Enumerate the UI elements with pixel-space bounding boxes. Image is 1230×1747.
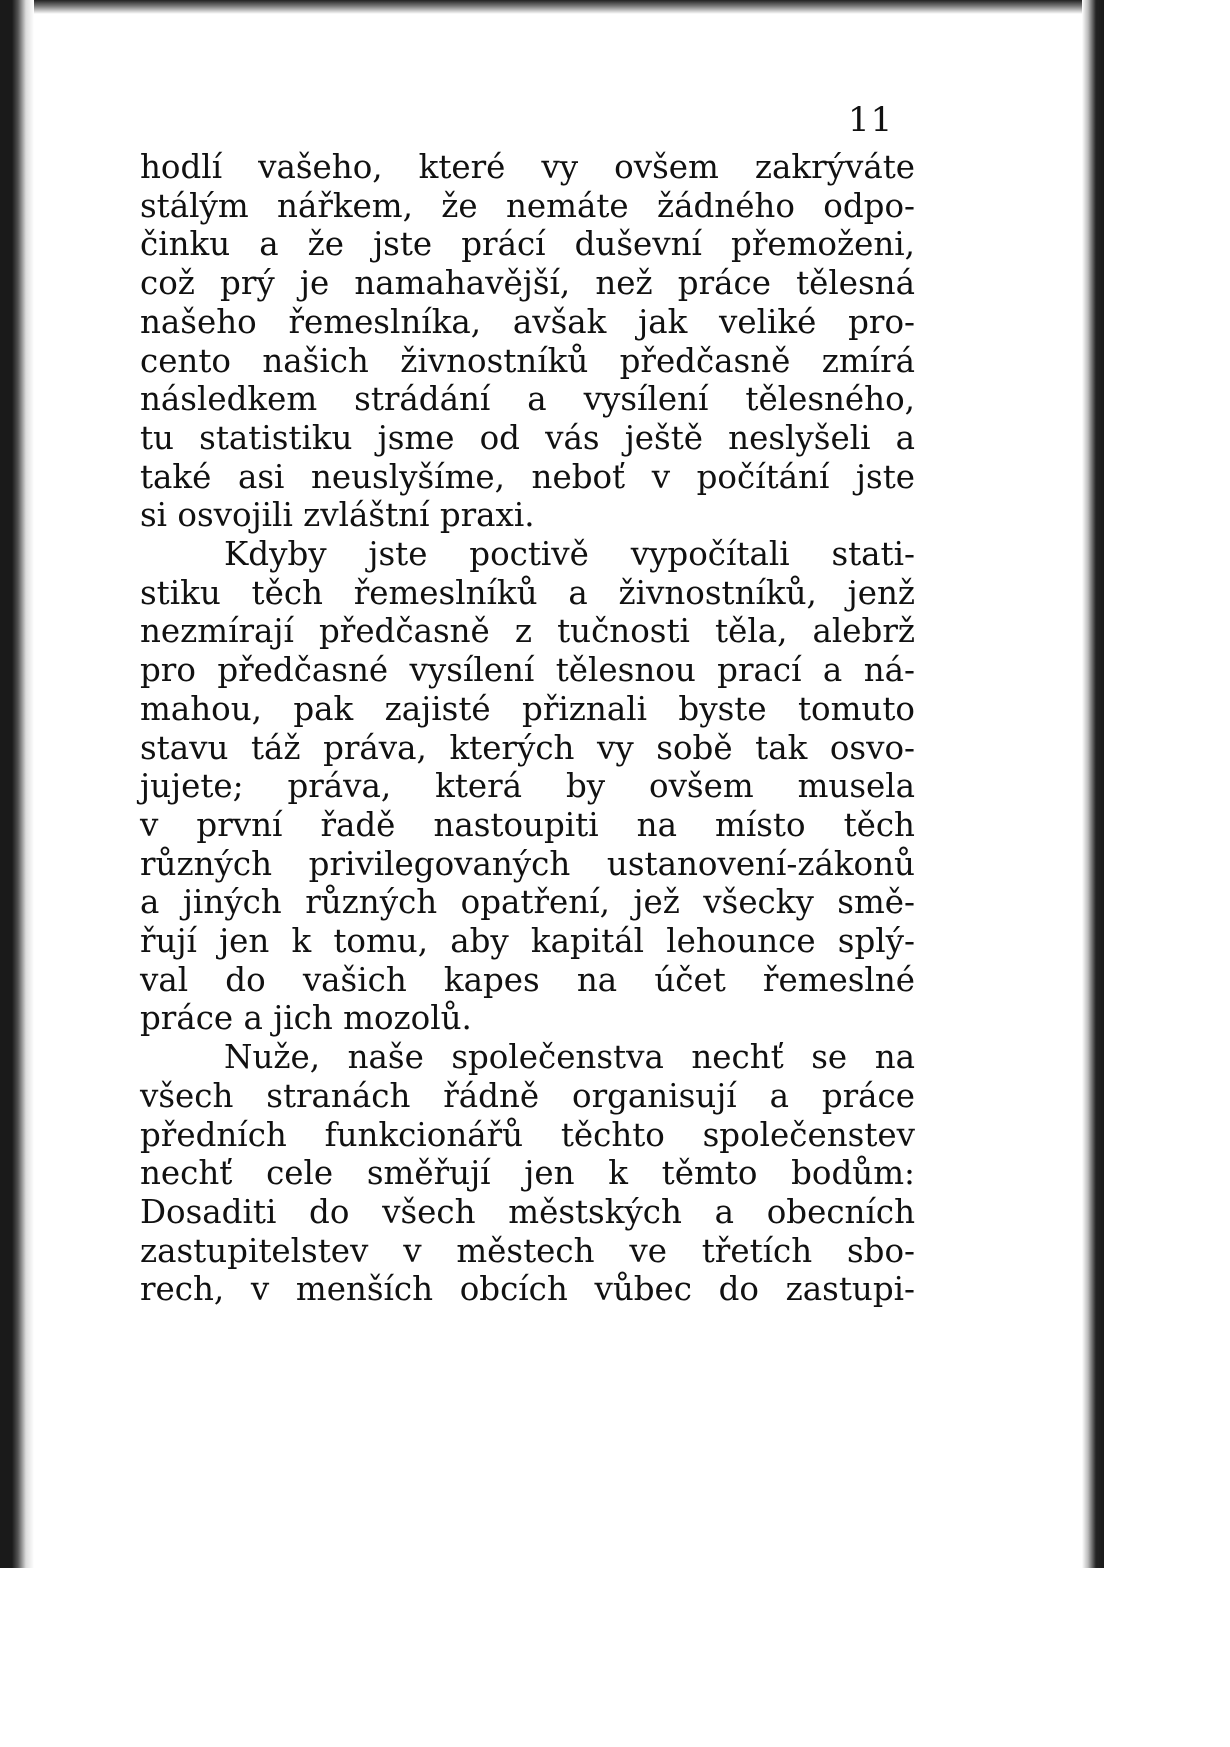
text-line: činku a že jste prácí duševní přemoženi,	[140, 225, 915, 264]
text-line: práce a jich mozolů.	[140, 999, 472, 1038]
paragraph-first-line: Nuže, naše společenstva nechť se na	[224, 1038, 915, 1077]
text-line: pro předčasné vysílení tělesnou prací a ná-	[140, 651, 915, 690]
text-line: následkem strádání a vysílení tělesného,	[140, 380, 915, 419]
text-line: rech, v menších obcích vůbec do zastupi-	[140, 1270, 915, 1309]
text-line: jujete; práva, která by ovšem musela	[140, 767, 915, 806]
text-line: a jiných různých opatření, jež všecky smě-	[140, 883, 915, 922]
page-edge-top	[0, 0, 1104, 14]
text-line: nezmírají předčasně z tučnosti těla, alebrž	[140, 612, 915, 651]
text-line: cento našich živnostníků předčasně zmírá	[140, 341, 915, 380]
text-line: nechť cele směřují jen k těmto bodům:	[140, 1154, 915, 1193]
text-line: řují jen k tomu, aby kapitál lehounce splý-	[140, 922, 915, 961]
page-number: 11	[848, 100, 894, 140]
text-line: hodlí vašeho, které vy ovšem zakrýváte	[140, 148, 915, 186]
text-line: což prý je namahavější, než práce tělesná	[140, 264, 915, 303]
text-line: si osvojili zvláštní praxi.	[140, 496, 535, 535]
text-line: v první řadě nastoupiti na místo těch	[140, 805, 915, 844]
page-edge-left	[0, 0, 34, 1568]
text-line: val do vašich kapes na účet řemeslné	[140, 960, 915, 999]
page-edge-right	[1082, 0, 1104, 1568]
body-text	[140, 148, 915, 1309]
text-line: tu statistiku jsme od vás ještě neslyšeli a	[140, 418, 915, 457]
text-line: všech stranách řádně organisují a práce	[140, 1076, 915, 1115]
text-line: stálým nářkem, že nemáte žádného odpo-	[140, 186, 915, 225]
text-line: zastupitelstev v městech ve třetích sbo-	[140, 1231, 915, 1270]
paragraph-first-line: Kdyby jste poctivě vypočítali stati-	[224, 535, 915, 574]
text-line: stavu táž práva, kterých vy sobě tak osvo-	[140, 728, 915, 767]
text-line: Dosaditi do všech městských a obecních	[140, 1192, 915, 1231]
text-line: předních funkcionářů těchto společenstev	[140, 1115, 915, 1154]
text-line: různých privilegovaných ustanovení-zákonů	[140, 844, 915, 883]
text-line: stiku těch řemeslníků a živnostníků, jenž	[140, 573, 915, 612]
text-line: mahou, pak zajisté přiznali byste tomuto	[140, 689, 915, 728]
text-line: našeho řemeslníka, avšak jak veliké pro-	[140, 302, 915, 341]
text-line: také asi neuslyšíme, neboť v počítání jste	[140, 457, 915, 496]
